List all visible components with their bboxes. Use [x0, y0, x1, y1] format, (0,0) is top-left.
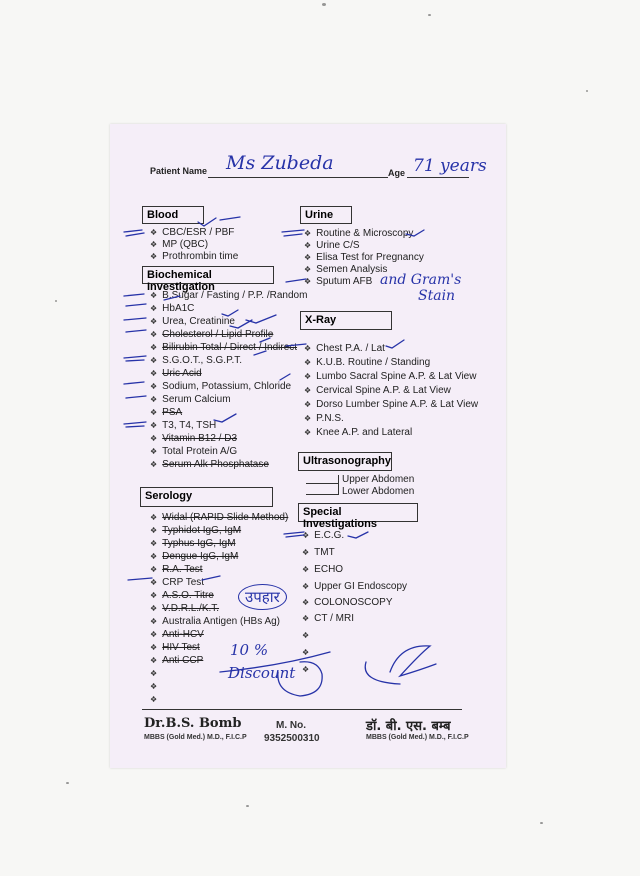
mobile-number: 9352500310 [264, 733, 320, 744]
special-item: ❖ TMT [302, 547, 335, 558]
usg-item: Lower Abdomen [342, 486, 415, 497]
serology-item: ❖ R.A. Test [150, 564, 203, 575]
urine-item: ❖ Semen Analysis [304, 264, 388, 275]
scan-speck [428, 14, 431, 16]
serology-item: ❖ CRP Test [150, 577, 205, 588]
doctor-name: Dr.B.S. Bomb [144, 716, 242, 731]
xray-item: ❖ Lumbo Sacral Spine A.P. & Lat View [304, 371, 477, 382]
scan-speck [66, 782, 69, 784]
mobile-label: M. No. [276, 720, 306, 731]
biochem-section-title: Biochemical Investigation [142, 266, 274, 284]
age-label: Age [388, 168, 406, 178]
patient-name: Ms Zubeda [226, 152, 334, 174]
blood-item: ❖ Prothrombin time [150, 251, 239, 262]
urine-item: ❖ Sputum AFB [304, 276, 373, 287]
biochem-item: ❖ Vitamin B12 / D3 [150, 433, 238, 444]
blood-section-title: Blood [142, 206, 204, 224]
biochem-item: ❖ Sodium, Potassium, Chloride [150, 381, 292, 392]
biochem-item: ❖ S.G.O.T., S.G.P.T. [150, 355, 243, 366]
serology-item: ❖ V.D.R.L./K.T. [150, 603, 220, 614]
tick-mark [124, 230, 144, 236]
biochem-item: ❖ Bilirubin Total / Direct / Indirect [150, 342, 298, 353]
scan-speck [55, 300, 57, 302]
xray-item: ❖ Dorso Lumber Spine A.P. & Lat View [304, 399, 479, 410]
blood-item: ❖ CBC/ESR / PBF [150, 227, 235, 238]
urine-item: ❖ Urine C/S [304, 240, 360, 251]
biochem-item: ❖ Urea, Creatinine [150, 316, 235, 327]
special-item: ❖ COLONOSCOPY [302, 597, 393, 608]
biochem-item: ❖ Cholesterol / Lipid Profile [150, 329, 274, 340]
empty-bullet: ❖ [302, 631, 310, 640]
urine-item: ❖ Routine & Microscopy [304, 228, 414, 239]
biochem-item: ❖ HbA1C [150, 303, 195, 314]
empty-bullet: ❖ [150, 669, 158, 678]
special-section-title: Special Investigations [298, 503, 418, 522]
special-item: ❖ E.C.G. [302, 530, 345, 541]
serology-item: ❖ Anti-HCV [150, 629, 204, 640]
xray-item: ❖ P.N.S. [304, 413, 344, 424]
biochem-item: ❖ T3, T4, TSH [150, 420, 217, 431]
usg-item: Upper Abdomen [342, 474, 415, 485]
biochem-item: ❖ PSA [150, 407, 183, 418]
serology-item: ❖ Typhidot IgG, IgM [150, 525, 242, 536]
serology-item: ❖ Widal (RAPID Slide Method) [150, 512, 289, 523]
serology-section-title: Serology [140, 487, 273, 507]
scan-speck [540, 822, 543, 824]
serology-item: ❖ A.S.O. Titre [150, 590, 214, 601]
serology-item: ❖ Dengue IgG, IgM [150, 551, 239, 562]
empty-bullet: ❖ [150, 695, 158, 704]
biochem-item: ❖ Total Protein A/G [150, 446, 238, 457]
empty-bullet: ❖ [302, 648, 310, 657]
xray-item: ❖ Chest P.A. / Lat [304, 343, 385, 354]
scan-speck [586, 90, 588, 92]
special-item: ❖ Upper GI Endoscopy [302, 581, 407, 592]
doctor-name-hindi: डॉ. बी. एस. बम्ब [366, 719, 451, 734]
handwritten-stain-note: Stain [418, 288, 456, 304]
xray-item: ❖ Cervical Spine A.P. & Lat View [304, 385, 451, 396]
footer-divider [142, 709, 462, 710]
biochem-item: ❖ Uric Acid [150, 368, 202, 379]
scan-speck [246, 805, 249, 807]
xray-section-title: X-Ray [300, 311, 392, 330]
prescription-sheet [110, 124, 506, 768]
handwritten-gram-note: and Gram's [380, 272, 462, 288]
special-item: ❖ ECHO [302, 564, 344, 575]
doctor-qualifications: MBBS (Gold Med.) M.D., F.I.C.P [144, 734, 247, 741]
biochem-item: ❖ Serum Alk Phosphatase [150, 459, 269, 470]
serology-item: ❖ Australia Antigen (HBs Ag) [150, 616, 281, 627]
scan-speck [322, 3, 326, 6]
biochem-item: ❖ B.Sugar / Fasting / P.P. /Random [150, 290, 308, 301]
biochem-item: ❖ Serum Calcium [150, 394, 231, 405]
serology-item: ❖ HIV Test [150, 642, 200, 653]
serology-item: ❖ Anti CCP [150, 655, 204, 666]
handwritten-discount-word: Discount [228, 664, 296, 682]
handwritten-discount-percent: 10 % [230, 641, 269, 659]
special-item: ❖ CT / MRI [302, 613, 354, 624]
pen-marks [110, 124, 506, 768]
patient-name-label: Patient Name [150, 166, 208, 176]
urine-section-title: Urine [300, 206, 352, 224]
usg-section-title: Ultrasonography [298, 452, 392, 471]
handwritten-hindi-note: उपहार [238, 584, 287, 610]
empty-bullet: ❖ [150, 682, 158, 691]
empty-bullet: ❖ [302, 665, 310, 674]
patient-age: 71 years [413, 156, 487, 176]
serology-item: ❖ Typhus IgG, IgM [150, 538, 236, 549]
tick-mark [198, 217, 240, 226]
urine-item: ❖ Elisa Test for Pregnancy [304, 252, 424, 263]
doctor-qualifications-hindi: MBBS (Gold Med.) M.D., F.I.C.P [366, 734, 469, 741]
blood-item: ❖ MP (QBC) [150, 239, 209, 250]
xray-item: ❖ K.U.B. Routine / Standing [304, 357, 431, 368]
xray-item: ❖ Knee A.P. and Lateral [304, 427, 413, 438]
